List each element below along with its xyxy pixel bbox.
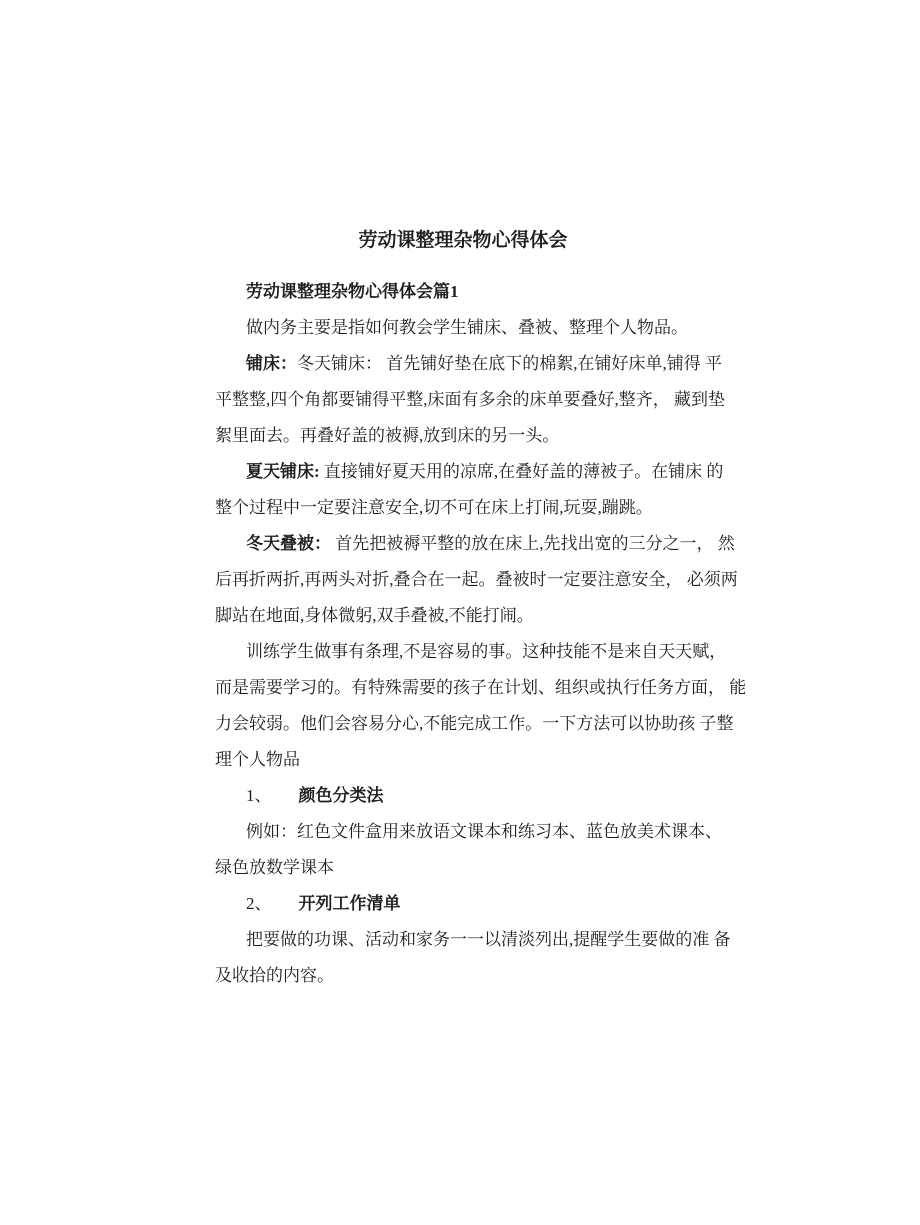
body-text: 训练学生做事有条理,不是容易的事。这种技能不是来自天天赋， — [246, 642, 727, 661]
text-line — [215, 784, 715, 820]
body-text: 例如：红色文件盒用来放语文课本和练习本、蓝色放美术课本、 — [246, 822, 722, 841]
document-title: 劳动课整理杂物心得体会 — [358, 230, 568, 251]
body-text: 及收拾的内容。 — [215, 966, 334, 985]
body-text: 力会较弱。他们会容易分心,不能完成工作。一下方法可以协助孩 子整 — [215, 714, 734, 733]
body-text: 做内务主要是指如何教会学生铺床、叠被、整理个人物品。 — [246, 318, 688, 337]
text-line — [215, 712, 734, 748]
body-text: 整个过程中一定要注意安全,切不可在床上打闹,玩耍,蹦跳。 — [215, 498, 653, 517]
text-line — [215, 964, 715, 1000]
body-text: 脚站在地面,身体微躬,双手叠被,不能打闹。 — [215, 606, 534, 625]
body-text: 絮里面去。再叠好盖的被褥,放到床的另一头。 — [215, 426, 560, 445]
body-text: 冬天铺床： 首先铺好垫在底下的棉絮,在铺好床单,铺得 平 — [297, 354, 722, 373]
tab-gap — [272, 800, 299, 801]
body-text: 平整整,四个角都要铺得平整,床面有多余的床单要叠好,整齐， 藏到垫 — [215, 390, 725, 409]
bold-text: 冬天叠被： — [246, 534, 331, 553]
body-text: 而是需要学习的。有特殊需要的孩子在计划、组织或执行任务方面， 能 — [215, 678, 747, 697]
text-line — [215, 820, 722, 856]
bold-text: 铺床： — [246, 354, 297, 373]
body-text: 首先把被褥平整的放在床上,先找出宽的三分之一， 然 — [331, 534, 735, 553]
text-line — [215, 928, 731, 964]
text-line — [215, 460, 724, 496]
text-line — [215, 676, 747, 712]
text-line — [215, 316, 715, 352]
text-line — [215, 856, 715, 892]
text-line — [215, 604, 715, 640]
body-text: 理个人物品 — [215, 750, 300, 769]
text-line — [215, 892, 715, 928]
text-line — [215, 352, 722, 388]
body-text: 2、 — [246, 894, 272, 913]
text-line — [215, 748, 715, 784]
body-text: 把要做的功课、活动和家务一一以清淡列出,提醒学生要做的准 备 — [246, 930, 731, 949]
body-text: 1、 — [246, 786, 272, 805]
tab-gap — [272, 908, 299, 909]
bold-text: 开列工作清单 — [298, 894, 401, 913]
text-line — [215, 640, 727, 676]
text-line — [215, 532, 735, 568]
text-line — [215, 568, 738, 604]
text-line — [215, 280, 715, 316]
bold-text: 劳动课整理杂物心得体会篇1 — [246, 282, 459, 301]
text-line — [215, 388, 725, 424]
body-text: 后再折两折,再两头对折,叠合在一起。叠被时一定要注意安全， 必须两 — [215, 570, 738, 589]
document-body — [215, 280, 747, 1000]
bold-text: 夏天铺床: — [246, 462, 320, 481]
text-line — [215, 496, 715, 532]
text-line — [215, 424, 715, 460]
body-text: 直接铺好夏天用的凉席,在叠好盖的薄被子。在铺床 的 — [319, 462, 724, 481]
body-text: 绿色放数学课本 — [215, 858, 334, 877]
bold-text: 颜色分类法 — [298, 786, 384, 805]
